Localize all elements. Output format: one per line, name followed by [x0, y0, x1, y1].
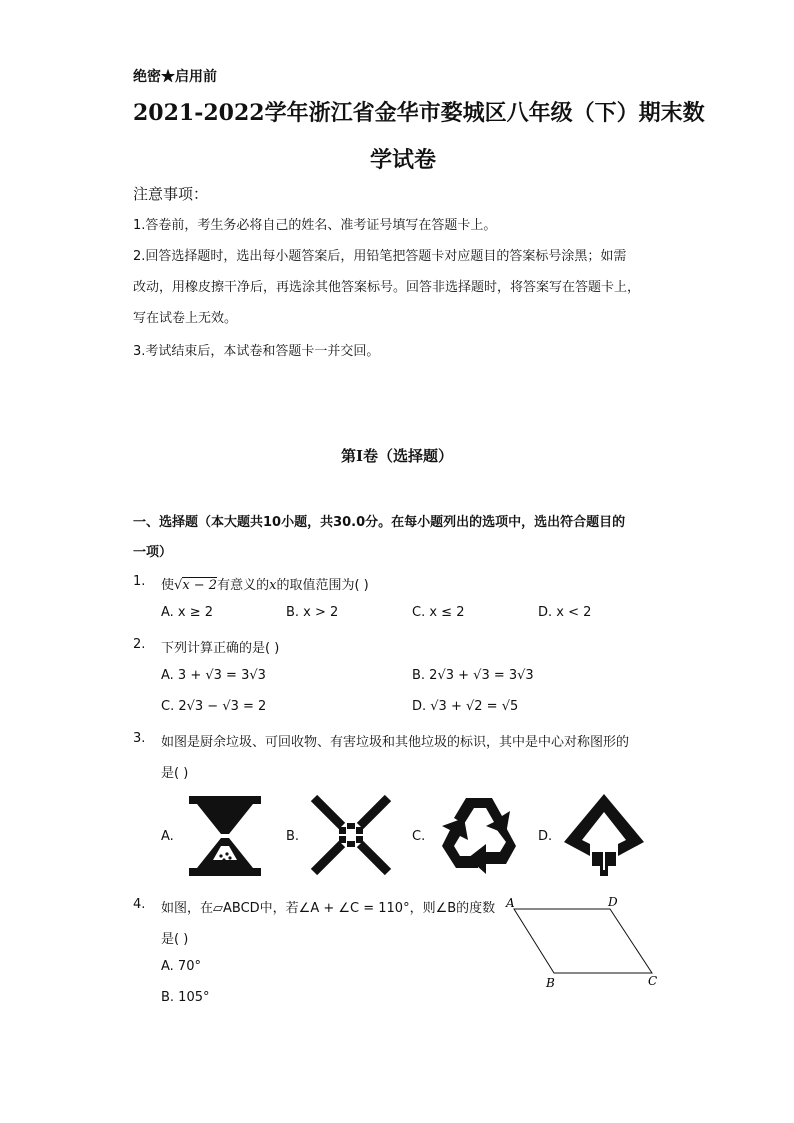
q4-stem-line2: 是( ): [161, 932, 189, 947]
part1-heading-line2: 一项）: [133, 545, 173, 560]
q1-stem: [161, 574, 369, 593]
notice-item-1: 1.答卷前，考生务必将自己的姓名、准考证号填写在答题卡上。: [133, 218, 497, 233]
other-waste-icon: [562, 792, 646, 878]
vertex-c-label: C: [648, 974, 658, 988]
q3-stem-line1: 如图是厨余垃圾、可回收物、有害垃圾和其他垃圾的标识，其中是中心对称图形的: [161, 735, 630, 750]
q4-stem-line1: 如图，在▱ABCD中，若∠A + ∠C = 110°，则∠B的度数: [161, 901, 496, 916]
confidential-label: 绝密★启用前: [133, 69, 217, 85]
q3-label-b[interactable]: B.: [286, 829, 300, 844]
notice-item-2-line2: 改动，用橡皮擦干净后，再选涂其他答案标号。回答非选择题时，将答案写在答题卡上，: [133, 280, 641, 295]
sqrt-sign: √: [174, 578, 183, 593]
recycle-icon: [436, 794, 522, 876]
q1-radicand: x − 2: [182, 578, 218, 593]
notice-item-2-line3: 写在试卷上无效。: [133, 311, 238, 326]
hazardous-waste-icon: [310, 794, 392, 876]
parallelogram-figure: [500, 893, 670, 993]
notice-heading: 注意事项：: [133, 185, 209, 203]
part1-heading-line1: 一、选择题（本大题共10小题，共30.0分。在每小题列出的选项中，选出符合题目的: [133, 515, 626, 530]
q1-option-a[interactable]: A. x ≥ 2: [161, 605, 214, 620]
notice-item-2-line1: 2.回答选择题时，选出每小题答案后，用铅笔把答题卡对应题目的答案标号涂黑；如需: [133, 249, 627, 264]
q1-stem-post: 有意义的: [217, 578, 270, 593]
q3-number: 3.: [133, 731, 146, 746]
q3-label-c[interactable]: C.: [412, 829, 426, 844]
exam-title-line2: 学试卷: [369, 147, 436, 173]
q1-variable: x: [269, 578, 277, 593]
q2-number: 2.: [133, 637, 146, 652]
q2-option-d[interactable]: D. √3 + √2 = √5: [412, 699, 519, 714]
q3-stem-line2: 是( ): [161, 766, 189, 781]
q1-option-d[interactable]: D. x < 2: [538, 605, 592, 620]
q1-option-b[interactable]: B. x > 2: [286, 605, 339, 620]
q3-label-d[interactable]: D.: [538, 829, 553, 844]
q2-option-c[interactable]: C. 2√3 − √3 = 2: [161, 699, 267, 714]
section-title: 第Ⅰ卷（选择题）: [340, 447, 454, 465]
vertex-a-label: A: [506, 896, 515, 910]
q1-stem-tail: 的取值范围为( ): [276, 578, 369, 593]
q1-stem-pre: 使: [161, 578, 175, 593]
kitchen-waste-icon: [183, 794, 267, 878]
exam-title-line1: 2021-2022学年浙江省金华市婺城区八年级（下）期末数: [133, 100, 705, 126]
q2-option-b[interactable]: B. 2√3 + √3 = 3√3: [412, 668, 534, 683]
q4-option-b[interactable]: B. 105°: [161, 990, 210, 1005]
vertex-b-label: B: [546, 976, 555, 990]
q4-option-a[interactable]: A. 70°: [161, 959, 201, 974]
vertex-d-label: D: [608, 895, 618, 909]
notice-item-3: 3.考试结束后，本试卷和答题卡一并交回。: [133, 344, 380, 359]
q2-stem: 下列计算正确的是( ): [161, 641, 280, 656]
q3-label-a[interactable]: A.: [161, 829, 174, 844]
q1-number: 1.: [133, 574, 146, 589]
q1-option-c[interactable]: C. x ≤ 2: [412, 605, 465, 620]
q2-option-a[interactable]: A. 3 + √3 = 3√3: [161, 668, 266, 683]
q4-number: 4.: [133, 897, 146, 912]
